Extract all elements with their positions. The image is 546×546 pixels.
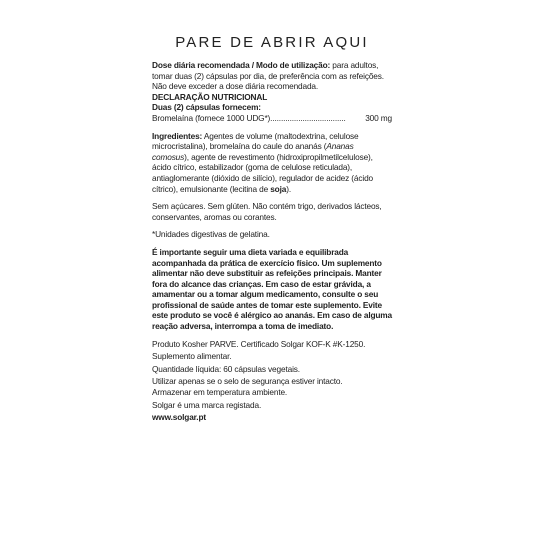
- warning-text: É importante seguir uma dieta variada e equilibrada acompanhada da prática de exercício físico. Um suplemento alimentar não deve substituir as refeições principais. Manter fora do alcance das crianças. Em caso de estar grávida, a amamentar ou a tomar algum medicamento, consulte o seu profissional de saúde antes de tomar este suplemento. Evite este produto se você é alérgico ao ananás. Em caso de alguma reação adversa, interrompa a toma de imediato.: [152, 246, 393, 332]
- trademark-line: Solgar é uma marca registada.: [152, 399, 262, 410]
- footnote: *Unidades digestivas de gelatina.: [152, 229, 270, 240]
- product-label-panel: [152, 34, 392, 423]
- kosher-line: Produto Kosher PARVE. Certificado Solgar KOF-K #K-1250.: [152, 338, 366, 349]
- dosage-title: Dose diária recomendada / Modo de utilização:: [152, 60, 331, 70]
- dosage-paragraph: [152, 60, 392, 92]
- ingredients-text-1: Agentes de volume (maltodextrina, celulose microcristalina), bromelaína do caule do ananás (: [152, 130, 359, 152]
- open-here-header: PARE DE ABRIR AQUI: [175, 34, 369, 51]
- dosage-text: para adultos, tomar duas (2) cápsulas por dia, de preferência com as refeições. Não deve exceder a dose diária recomendada.: [152, 60, 384, 92]
- ingredients-title: Ingredientes:: [152, 130, 203, 141]
- nutrition-row-value: 300 mg: [365, 112, 392, 123]
- nutrition-title: [152, 92, 392, 103]
- nutrition-row: [152, 113, 392, 124]
- nutrition-subtitle-text: Duas (2) cápsulas fornecem:: [152, 102, 261, 113]
- nutrition-row-name: Bromelaína (fornece 1000 UDG*): [152, 112, 271, 123]
- nutrition-row-dots: ...................................: [270, 112, 346, 123]
- warning-paragraph: [152, 247, 392, 332]
- free-from-paragraph: Sem açúcares. Sem glúten. Não contém trigo, derivados lácteos, conservantes, aromas ou corantes.: [152, 201, 382, 222]
- storage-line: Armazenar em temperatura ambiente.: [152, 387, 288, 398]
- ingredients-text-2: ), agente de revestimento (hidroxipropilmetilcelulose), ácido cítrico, estabilizador (goma de celulose reticulada), antiaglomerante (dióxido de silício), regulador de acidez (ácido cítrico), emulsionante (lecitina de: [152, 151, 373, 194]
- ingredients-allergen: soja: [270, 183, 287, 194]
- ingredients-paragraph: [152, 131, 392, 195]
- nutrition-title-text: DECLARAÇÃO NUTRICIONAL: [152, 91, 268, 102]
- nutrition-subtitle: [152, 102, 392, 113]
- website-link[interactable]: www.solgar.pt: [152, 412, 206, 423]
- supplement-line: Suplemento alimentar.: [152, 351, 232, 362]
- ingredients-latin-name: Ananas comosus: [152, 141, 354, 162]
- quantity-line: Quantidade líquida: 60 cápsulas vegetais.: [152, 363, 300, 374]
- ingredients-text-3: ).: [286, 183, 291, 194]
- seal-line: Utilizar apenas se o selo de segurança estiver intacto.: [152, 376, 343, 387]
